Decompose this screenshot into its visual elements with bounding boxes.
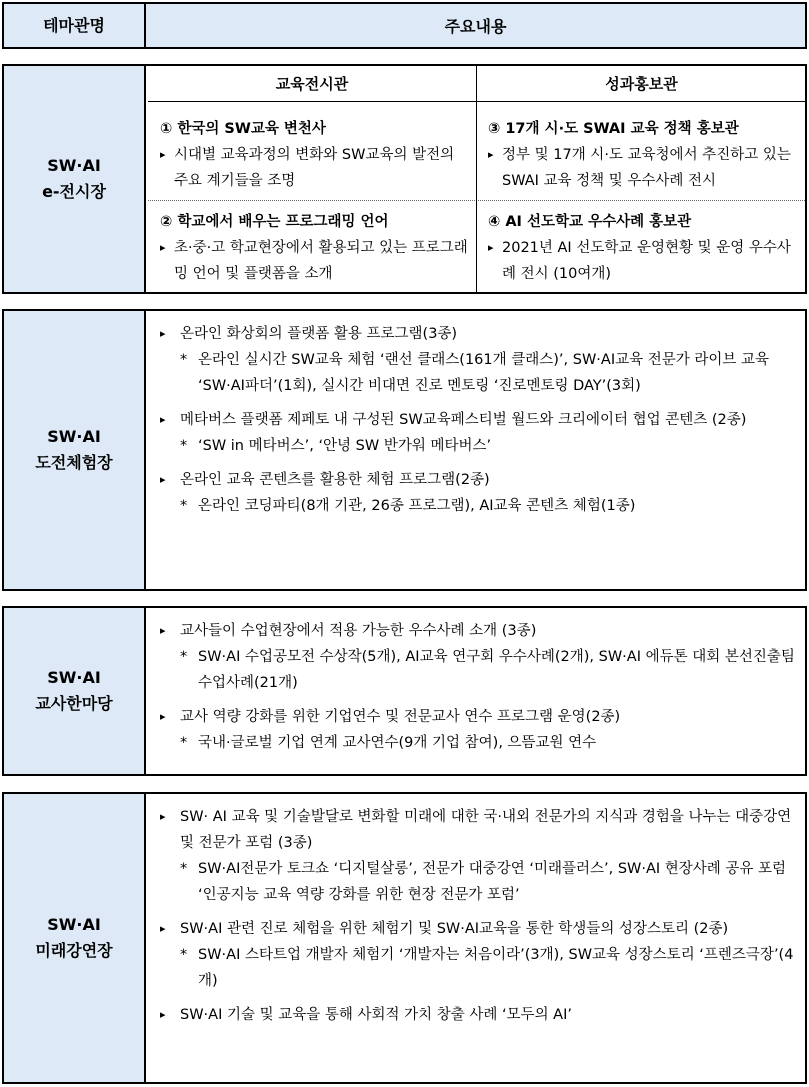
sub-item: * 국내·글로벌 기업 연계 교사연수(9개 기업 참여), 으뜸교원 연수 — [180, 730, 795, 756]
theme-line-1: SW·AI — [47, 427, 101, 446]
subheader-results-hall: 성과홍보관 — [605, 74, 678, 93]
triangle-bullet-icon: ▸ — [160, 241, 166, 254]
triangle-bullet-icon: ▸ — [160, 413, 166, 426]
bullet-item: ▸ 온라인 화상회의 플랫폼 활용 프로그램(3종) — [160, 321, 795, 347]
asterisk-icon: * — [180, 438, 188, 454]
theme-cell-e-exhibition — [2, 64, 146, 294]
header-theme-label: 테마관명 — [43, 15, 105, 35]
sub-item: * ‘SW in 메타버스’, ‘안녕 SW 반가워 메타버스’ — [180, 433, 795, 459]
asterisk-icon: * — [180, 649, 188, 665]
triangle-bullet-icon: ▸ — [160, 148, 166, 161]
triangle-bullet-icon: ▸ — [160, 624, 166, 637]
asterisk-icon: * — [180, 498, 188, 514]
theme-cell-teachers — [2, 606, 146, 776]
triangle-bullet-icon: ▸ — [160, 327, 166, 340]
quad-3-title: ③ 17개 시·도 SWAI 교육 정책 홍보관 — [488, 121, 739, 137]
theme-cell-challenge — [2, 309, 146, 591]
theme-line-1: SW·AI — [47, 668, 101, 687]
content-challenge — [148, 311, 805, 589]
bullet-item: ▸ 메타버스 플랫폼 제페토 내 구성된 SW교육페스티벌 월드와 크리에이터 협업 콘텐츠 (2종) — [160, 407, 795, 433]
theme-cell-future-lecture — [2, 792, 146, 1084]
quad-2-title: ② 학교에서 배우는 프로그래밍 언어 — [160, 214, 389, 230]
quad-1-title: ① 한국의 SW교육 변천사 — [160, 121, 326, 137]
triangle-bullet-icon: ▸ — [160, 473, 166, 486]
quad-3 — [478, 110, 805, 200]
header-content-cell — [146, 2, 807, 49]
header-theme-cell — [2, 2, 146, 49]
theme-line-2: e-전시장 — [42, 182, 106, 201]
triangle-bullet-icon: ▸ — [160, 710, 166, 723]
subheader-education-hall: 교육전시관 — [275, 74, 349, 93]
theme-line-1: SW·AI — [47, 915, 101, 934]
quad-4-title: ④ AI 선도학교 우수사례 홍보관 — [488, 214, 692, 230]
theme-line-2: 도전체험장 — [35, 453, 113, 472]
asterisk-icon: * — [180, 947, 188, 963]
header-content-label: 주요내용 — [444, 17, 507, 36]
triangle-bullet-icon: ▸ — [160, 922, 166, 935]
triangle-bullet-icon: ▸ — [160, 810, 166, 823]
bullet-item: ▸ SW·AI 기술 및 교육을 통해 사회적 가치 창출 사례 ‘모두의 AI’ — [160, 1002, 795, 1028]
quad-2-desc: 초·중·고 학교현장에서 활용되고 있는 프로그래밍 언어 및 플랫폼을 소개 — [174, 240, 468, 282]
sub-item: * 온라인 코딩파티(8개 기관, 26종 프로그램), AI교육 콘텐츠 체험(1종) — [180, 493, 795, 519]
theme-line-2: 교사한마당 — [35, 694, 113, 713]
triangle-bullet-icon: ▸ — [488, 241, 494, 254]
asterisk-icon: * — [180, 352, 188, 368]
triangle-bullet-icon: ▸ — [488, 148, 494, 161]
theme-line-2: 미래강연장 — [35, 941, 113, 960]
quad-3-desc: 정부 및 17개 시·도 교육청에서 추진하고 있는 SWAI 교육 정책 및 우수사례 전시 — [502, 147, 791, 189]
sub-item: * SW·AI전문가 토크쇼 ‘디지털살롱’, 전문가 대중강연 ‘미래플러스’, SW·AI 현장사례 공유 포럼 ‘인공지능 교육 역량 강화를 위한 현장 전문가 포럼’ — [180, 856, 795, 908]
quad-1-desc: 시대별 교육과정의 변화와 SW교육의 발전의 주요 계기들을 조명 — [174, 147, 455, 189]
triangle-bullet-icon: ▸ — [160, 1008, 166, 1021]
quad-1 — [150, 110, 476, 200]
bullet-item: ▸ 온라인 교육 콘텐츠를 활용한 체험 프로그램(2종) — [160, 467, 795, 493]
bullet-item: ▸ SW·AI 관련 진로 체험을 위한 체험기 및 SW·AI교육을 통한 학생들의 성장스토리 (2종) — [160, 916, 795, 942]
content-future-lecture — [148, 794, 805, 1082]
bullet-item: ▸ 교사들이 수업현장에서 적용 가능한 우수사례 소개 (3종) — [160, 618, 795, 644]
quad-vertical-divider — [476, 66, 477, 292]
quad-4 — [478, 203, 805, 293]
sub-item: * SW·AI 스타트업 개발자 체험기 ‘개발자는 처음이라’(3개), SW교육 성장스토리 ‘프렌즈극장’(4개) — [180, 942, 795, 994]
theme-line-1: SW·AI — [47, 156, 101, 175]
quad-2 — [150, 203, 476, 293]
asterisk-icon: * — [180, 735, 188, 751]
asterisk-icon: * — [180, 861, 188, 877]
sub-item: * SW·AI 수업공모전 수상작(5개), AI교육 연구회 우수사례(2개), SW·AI 에듀톤 대회 본선진출팀 수업사례(21개) — [180, 644, 795, 696]
bullet-item: ▸ 교사 역량 강화를 위한 기업연수 및 전문교사 연수 프로그램 운영(2종) — [160, 704, 795, 730]
bullet-item: ▸ SW· AI 교육 및 기술발달로 변화할 미래에 대한 국·내외 전문가의 지식과 경험을 나누는 대중강연 및 전문가 포럼 (3종) — [160, 804, 795, 856]
quad-4-desc: 2021년 AI 선도학교 운영현황 및 운영 우수사례 전시 (10여개) — [502, 240, 791, 282]
content-teachers — [148, 608, 805, 774]
sub-item: * 온라인 실시간 SW교육 체험 ‘랜선 클래스(161개 클래스)’, SW·AI교육 전문가 라이브 교육 ‘SW·AI파더’(1회), 실시간 비대면 진로 멘토링 ‘진로멘토링 DAY’(3회) — [180, 347, 795, 399]
